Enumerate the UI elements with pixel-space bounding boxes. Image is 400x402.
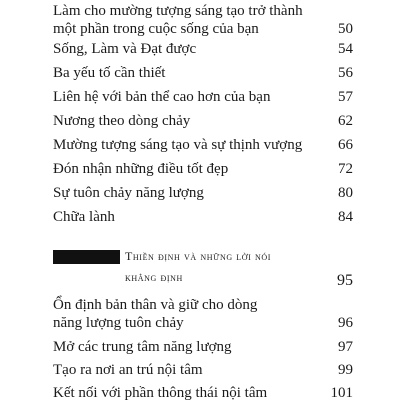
toc-entry-title: Sự tuôn chảy năng lượng xyxy=(53,185,204,201)
toc-entry-title: Nương theo dòng chảy xyxy=(53,113,191,129)
toc-entry-page-number: 80 xyxy=(338,185,353,201)
toc-entry-title: Mường tượng sáng tạo và sự thịnh vượng xyxy=(53,137,303,153)
toc-entry-title: Ba yếu tố cần thiết xyxy=(53,65,166,81)
toc-entry-11 xyxy=(53,361,353,379)
toc-entry-title: Mở các trung tâm năng lượng xyxy=(53,339,232,355)
toc-entry-title-line: Ổn định bản thân và giữ cho dòng xyxy=(53,297,258,313)
toc-entry-title: Sống, Làm và Đạt được xyxy=(53,41,197,57)
toc-entry-page-number: 62 xyxy=(338,113,353,129)
toc-entry-4 xyxy=(53,112,353,130)
section-title-line: Thiền định và những lời nói xyxy=(125,249,272,263)
toc-entry-page-number: 96 xyxy=(338,315,353,331)
toc-entry-title: Kết nối với phần thông thái nội tâm xyxy=(53,385,268,401)
toc-entry-page-number: 56 xyxy=(338,65,353,81)
toc-entry-title-line: một phần trong cuộc sống của bạn xyxy=(53,21,259,37)
toc-entry-title: Tạo ra nơi an trú nội tâm xyxy=(53,362,203,378)
toc-entry-title: Chữa lành xyxy=(53,209,115,225)
toc-entry-page-number: 72 xyxy=(338,161,353,177)
toc-entry-page-number: 99 xyxy=(338,362,353,378)
toc-entry-2 xyxy=(53,64,353,82)
toc-entry-title-line: năng lượng tuôn chảy xyxy=(53,315,184,331)
toc-entry-7 xyxy=(53,184,353,202)
toc-entry-page-number: 97 xyxy=(338,339,353,355)
toc-entry-page-number: 54 xyxy=(338,41,353,57)
section-title-line: khẳng định xyxy=(125,270,183,284)
redaction-bar xyxy=(53,250,120,264)
toc-entry-5 xyxy=(53,136,353,154)
toc-entry-0 xyxy=(53,2,353,38)
toc-entry-page-number: 66 xyxy=(338,137,353,153)
toc-entry-6 xyxy=(53,160,353,178)
toc-entry-9 xyxy=(53,296,353,332)
section-page-number: 95 xyxy=(337,272,353,289)
toc-entry-page-number: 101 xyxy=(330,385,353,401)
toc-entry-page-number: 50 xyxy=(338,21,353,37)
toc-entry-title-line: Làm cho mường tượng sáng tạo trở thành xyxy=(53,3,303,19)
section-title xyxy=(125,246,345,288)
toc-entry-8 xyxy=(53,208,353,226)
toc-entry-page-number: 84 xyxy=(338,209,353,225)
toc-entry-3 xyxy=(53,88,353,106)
toc-entry-10 xyxy=(53,338,353,356)
toc-entry-page-number: 57 xyxy=(338,89,353,105)
toc-entry-title: Đón nhận những điều tốt đẹp xyxy=(53,161,229,177)
toc-entry-12 xyxy=(53,384,353,402)
toc-entry-title: Liên hệ với bản thể cao hơn của bạn xyxy=(53,89,271,105)
toc-entry-1 xyxy=(53,40,353,58)
